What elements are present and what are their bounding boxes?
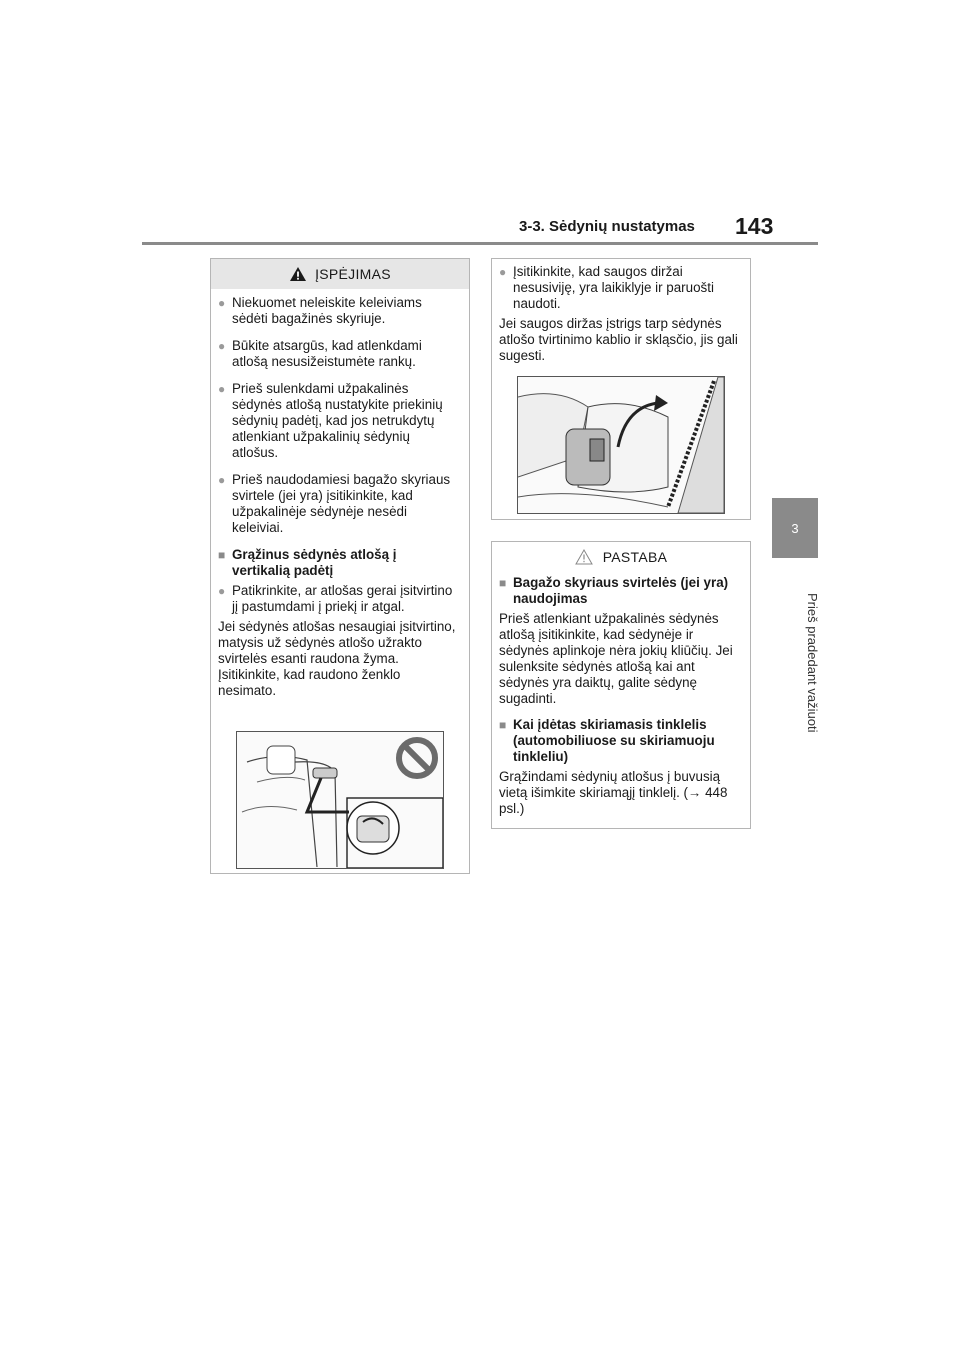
seatbelt-illustration bbox=[517, 376, 725, 514]
seatbelt-bullet: ● Įsitikinkite, kad saugos diržai nesusiviję, yra laikiklyje ir paruošti naudoti. bbox=[499, 264, 714, 311]
warning-bullet: ● Būkite atsargūs, kad atlenkdami atlošą nesusižeistumėte rankų. bbox=[218, 338, 422, 369]
bullet-icon: ● bbox=[218, 382, 226, 396]
square-bullet-icon: ■ bbox=[499, 718, 507, 732]
notice-paragraph: Grąžindami sėdynių atlošus į buvusią vietą išimkite skiriamąjį tinklelį. (→ 448 psl.) bbox=[499, 769, 728, 816]
warning-title: ĮSPĖJIMAS bbox=[315, 266, 391, 282]
warning-box bbox=[210, 258, 470, 874]
prohibited-icon bbox=[395, 736, 439, 780]
seatbelt-box bbox=[491, 258, 751, 520]
chapter-tab bbox=[772, 498, 818, 558]
page-number: 143 bbox=[735, 213, 774, 239]
warning-paragraph: Jei sėdynės atlošas nesaugiai įsitvirtino, matysis už sėdynės atlošo užrakto svirtelės esanti raudona žyma. Įsitikinkite, kad raudono ženklo nesimato. bbox=[218, 619, 456, 698]
seatbelt-paragraph: Jei saugos diržas įstrigs tarp sėdynės atlošo tvirtinimo kablio ir skląsčio, jis gali sugesti. bbox=[499, 316, 738, 363]
warning-bullet: ● Prieš sulenkdami užpakalinės sėdynės atlošą nustatykite priekinių sėdynių padėtį, kad jos netrukdytų atlenkiant užpakalinių sėdynių atlošus. bbox=[218, 381, 443, 460]
warning-subheading: ■ Grąžinus sėdynės atlošą į vertikalią padėtį bbox=[218, 547, 397, 578]
header-divider bbox=[142, 242, 818, 245]
notice-box bbox=[491, 541, 751, 829]
warning-bullet: ● Niekuomet neleiskite keleiviams sėdėti bagažinės skyriuje. bbox=[218, 295, 422, 326]
rear-seat-drawing bbox=[518, 377, 724, 513]
chapter-label: Prieš pradedant važiuoti bbox=[805, 593, 820, 733]
bullet-icon: ● bbox=[218, 339, 226, 353]
warning-bullet: ● Prieš naudodamiesi bagažo skyriaus svirtele (jei yra) įsitikinkite, kad užpakalinėje sėdynėje nesėdi keleiviai. bbox=[218, 472, 451, 535]
notice-header bbox=[492, 542, 750, 572]
notice-title: PASTABA bbox=[602, 549, 668, 565]
bullet-icon: ● bbox=[218, 584, 226, 598]
seat-lock-illustration bbox=[236, 731, 444, 869]
warning-header bbox=[211, 259, 469, 289]
square-bullet-icon: ■ bbox=[218, 548, 226, 562]
caution-icon bbox=[575, 549, 593, 565]
notice-heading: ■ Kai įdėtas skiriamasis tinklelis (automobiliuose su skiriamuoju tinkleliu) bbox=[499, 717, 715, 764]
notice-heading: ■ Bagažo skyriaus svirtelės (jei yra) naudojimas bbox=[499, 575, 729, 606]
warning-bullet: ● Patikrinkite, ar atlošas gerai įsitvirtino jį pastumdami į priekį ir atgal. bbox=[218, 583, 453, 614]
square-bullet-icon: ■ bbox=[499, 576, 507, 590]
chapter-number: 3 bbox=[791, 520, 799, 536]
warning-icon bbox=[289, 266, 307, 282]
bullet-icon: ● bbox=[218, 473, 226, 487]
notice-paragraph: Prieš atlenkiant užpakalinės sėdynės atlošą įsitikinkite, kad sėdynėje ir sėdynės aplinkoje nėra jokių kliūčių. Jei sulenksite sėdynės atlošą kai ant sėdynės yra daiktų, galite sėdynę sugadinti. bbox=[499, 611, 733, 706]
bullet-icon: ● bbox=[499, 265, 507, 279]
section-title: 3-3. Sėdynių nustatymas bbox=[519, 218, 695, 235]
bullet-icon: ● bbox=[218, 296, 226, 310]
